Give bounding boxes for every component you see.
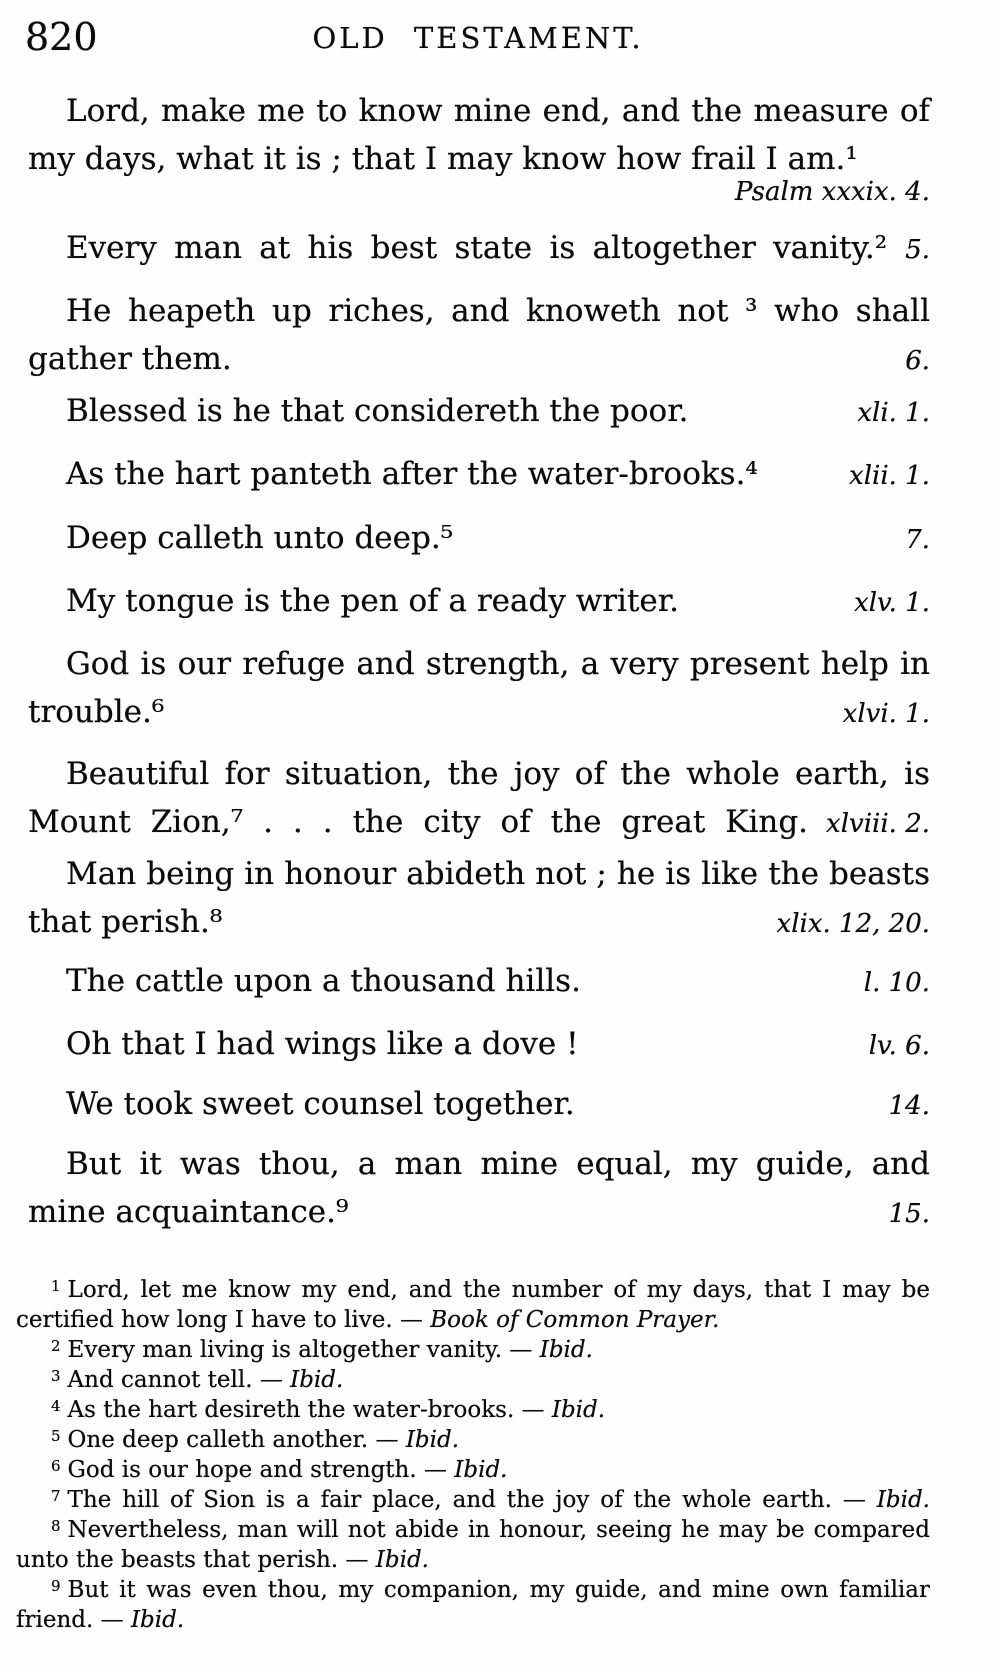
quote-line: He heapeth up riches, and knoweth not ³ who shall xyxy=(66,293,930,329)
footnote xyxy=(16,1485,930,1515)
footnote-marker: 4 xyxy=(51,1397,61,1415)
quote-paragraph xyxy=(28,577,930,627)
footnote-text: Nevertheless, man will not abide in honour, seeing he may be compared xyxy=(67,1517,930,1543)
footnote xyxy=(16,1335,930,1365)
quote-paragraph xyxy=(28,957,930,1007)
footnote-text: And cannot tell. — xyxy=(67,1367,291,1393)
quote-paragraph xyxy=(28,1140,930,1238)
footnote-line xyxy=(16,1575,930,1605)
footnote-line xyxy=(16,1305,930,1335)
footnote-marker: 3 xyxy=(51,1367,61,1385)
quote-text: mine acquaintance.⁹ xyxy=(28,1194,349,1230)
footnote-text: Every man living is altogether vanity. — xyxy=(67,1337,540,1363)
quote-line xyxy=(28,224,930,274)
running-header: OLD TESTAMENT. xyxy=(312,21,644,55)
footnote-text: The hill of Sion is a fair place, and the joy of the whole earth. — xyxy=(67,1487,877,1513)
quote-paragraph xyxy=(28,450,930,500)
footnote-text: One deep calleth another. — xyxy=(67,1427,406,1453)
quote-line: Beautiful for situation, the joy of the whole earth, is xyxy=(66,756,930,792)
quote-line: my days, what it is ; that I may know how frail I am.¹ xyxy=(28,141,858,177)
quote-line: But it was thou, a man mine equal, my guide, and xyxy=(66,1146,930,1182)
footnote xyxy=(16,1275,930,1335)
footnote-marker: 6 xyxy=(51,1457,61,1475)
quote-paragraph xyxy=(28,514,930,564)
quote-text: Mount Zion,⁷ . . . the city of the great King. xyxy=(28,804,809,840)
footnote-text: certified how long I have to live. — xyxy=(16,1307,431,1333)
quote-line xyxy=(28,387,930,437)
footnote-marker: 9 xyxy=(51,1577,61,1595)
quote-line xyxy=(28,688,930,738)
footnote-line xyxy=(16,1455,930,1485)
verse-citation: Psalm xxxix. 4. xyxy=(734,177,930,207)
quote-text: Oh that I had wings like a dove ! xyxy=(66,1026,579,1062)
quote-line: God is our refuge and strength, a very present help in xyxy=(66,646,930,682)
quote-text: We took sweet counsel together. xyxy=(66,1086,575,1122)
verse-citation: lv. 6. xyxy=(868,1031,930,1061)
quote-paragraph xyxy=(28,850,930,948)
quote-line xyxy=(28,898,930,948)
quote-paragraph xyxy=(28,1080,930,1130)
quote-line xyxy=(28,577,930,627)
footnote xyxy=(16,1395,930,1425)
quote-line: Lord, make me to know mine end, and the measure of xyxy=(66,93,930,129)
quote-line xyxy=(28,514,930,564)
footnote xyxy=(16,1515,930,1575)
footnote-line xyxy=(16,1545,930,1575)
footnote-text: unto the beasts that perish. — xyxy=(16,1547,376,1573)
verse-citation: 5. xyxy=(905,235,930,265)
footnotes-section xyxy=(16,1275,930,1635)
quote-text: gather them. xyxy=(28,341,232,377)
quote-line xyxy=(28,798,930,848)
footnote-source: Ibid. xyxy=(454,1457,508,1483)
verse-citation: 7. xyxy=(905,525,930,555)
quote-text: Deep calleth unto deep.⁵ xyxy=(66,520,454,556)
footnote-line xyxy=(16,1365,930,1395)
footnote xyxy=(16,1365,930,1395)
quote-line xyxy=(28,1080,930,1130)
quote-line xyxy=(28,1020,930,1070)
footnote-line xyxy=(16,1485,930,1515)
footnote-line xyxy=(16,1275,930,1305)
footnote-line xyxy=(16,1335,930,1365)
verse-citation: 14. xyxy=(888,1091,930,1121)
page-number: 820 xyxy=(25,15,98,59)
verse-citation: xlv. 1. xyxy=(854,588,930,618)
quote-line xyxy=(28,335,930,385)
footnote-text: As the hart desireth the water-brooks. — xyxy=(67,1397,552,1423)
footnote-marker: 2 xyxy=(51,1337,61,1355)
quote-line xyxy=(28,1188,930,1238)
quote-paragraph xyxy=(28,1020,930,1070)
quote-paragraph xyxy=(28,750,930,848)
quote-paragraph xyxy=(28,87,930,207)
footnote-source: Book of Common Prayer. xyxy=(430,1307,720,1333)
verse-citation: xlii. 1. xyxy=(849,461,930,491)
footnote-line xyxy=(16,1605,930,1635)
footnote-marker: 7 xyxy=(51,1487,61,1505)
quote-text: Every man at his best state is altogether vanity.² xyxy=(66,230,888,266)
footnote-source: Ibid. xyxy=(405,1427,460,1453)
footnote-text: Lord, let me know my end, and the number of my days, that I may be xyxy=(67,1277,930,1303)
footnote-text: But it was even thou, my companion, my guide, and mine own familiar xyxy=(67,1577,930,1603)
quote-paragraph xyxy=(28,287,930,385)
footnote-source: Ibid. xyxy=(130,1607,185,1633)
footnote-source: Ibid. xyxy=(290,1367,344,1393)
footnote-text: God is our hope and strength. — xyxy=(67,1457,455,1483)
footnote-line xyxy=(16,1515,930,1545)
footnote-marker: 5 xyxy=(51,1427,61,1445)
footnote-line xyxy=(16,1425,930,1455)
footnote-source: Ibid. xyxy=(539,1337,593,1363)
quote-paragraph xyxy=(28,640,930,738)
quote-text: The cattle upon a thousand hills. xyxy=(66,963,581,999)
footnote-line xyxy=(16,1395,930,1425)
quote-line xyxy=(28,957,930,1007)
verse-citation: 15. xyxy=(888,1199,930,1229)
quote-text: My tongue is the pen of a ready writer. xyxy=(66,583,680,619)
footnote-source: Ibid. xyxy=(551,1397,606,1423)
footnote-marker: 8 xyxy=(51,1517,61,1535)
verse-citation: xlix. 12, 20. xyxy=(776,909,930,939)
verse-citation: 6. xyxy=(905,346,930,376)
verse-citation: l. 10. xyxy=(863,968,930,998)
quote-text: As the hart panteth after the water-brooks.⁴ xyxy=(66,456,758,492)
footnote xyxy=(16,1425,930,1455)
footnote xyxy=(16,1455,930,1485)
verse-citation: xlviii. 2. xyxy=(826,809,930,839)
footnote-marker: 1 xyxy=(51,1277,61,1295)
quote-paragraph xyxy=(28,224,930,274)
verse-citation: xli. 1. xyxy=(857,398,930,428)
quote-text: that perish.⁸ xyxy=(28,904,223,940)
quote-text: Blessed is he that considereth the poor. xyxy=(66,393,689,429)
verse-citation: xlvi. 1. xyxy=(842,699,930,729)
footnote-source: Ibid. xyxy=(876,1487,930,1513)
footnote xyxy=(16,1575,930,1635)
quote-line: Man being in honour abideth not ; he is like the beasts xyxy=(66,856,930,892)
footnote-text: friend. — xyxy=(16,1607,131,1633)
footnote-source: Ibid. xyxy=(375,1547,429,1573)
quote-paragraph xyxy=(28,387,930,437)
quote-text: trouble.⁶ xyxy=(28,694,165,730)
quote-line xyxy=(28,450,930,500)
